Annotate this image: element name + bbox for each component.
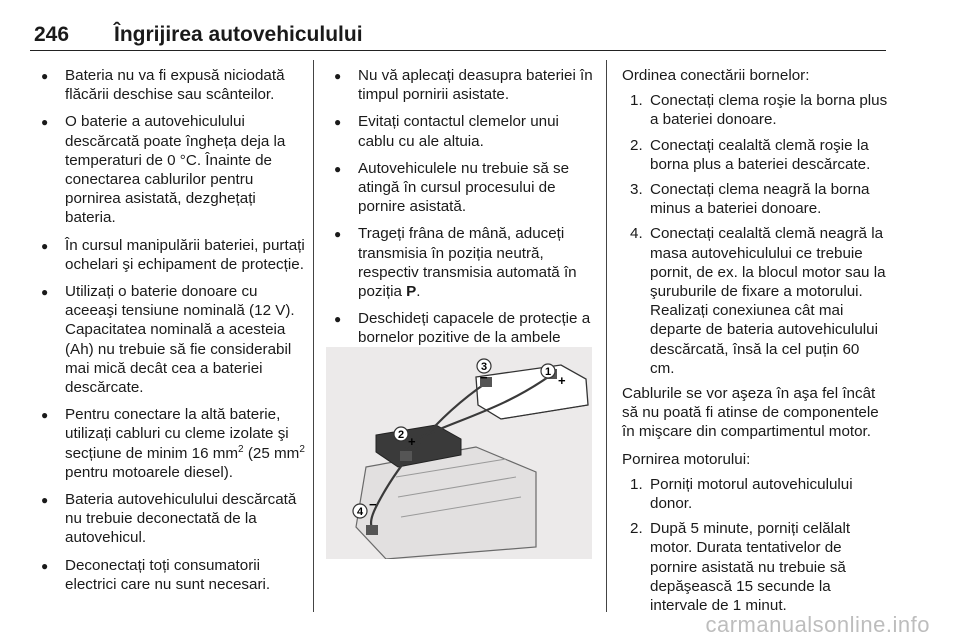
svg-text:+: + xyxy=(558,373,566,388)
list-item: ● O baterie a autovehiculului descărcată poate îngheța deja la temperaturi de 0 °C. Înainte de conectarea cablurilor pentru pornirea asistată, dezghețați bateria. xyxy=(37,112,305,227)
list-item: ● Evitați contactul clemelor unui cablu cu ale altuia. xyxy=(330,112,596,150)
connection-steps xyxy=(622,91,888,378)
engine-start-steps xyxy=(622,475,888,615)
list-item: 1. Conectați clema roşie la borna plus a bateriei donoare. xyxy=(630,92,888,129)
list-item: 2. Conectați cealaltă clemă roşie la borna plus a bateriei descărcate. xyxy=(630,136,871,173)
list-item: ● Nu vă aplecați deasupra bateriei în timpul pornirii asistate. xyxy=(330,66,596,104)
connection-order-intro: Ordinea conectării bornelor: xyxy=(622,67,810,84)
list-item: ● Deconectați toți consumatorii electrici care nu sunt necesari. xyxy=(37,556,305,594)
svg-text:1: 1 xyxy=(544,366,552,378)
clamp-2 xyxy=(400,451,412,461)
column-1 xyxy=(37,66,305,602)
header-rule xyxy=(30,50,886,51)
engine-start-intro: Pornirea motorului: xyxy=(622,450,751,468)
list-item: ● Bateria autovehiculului descărcată nu trebuie deconectată de la autovehicul. xyxy=(37,490,305,548)
list-item: ● Deschideți capacele de protecție a bornelor pozitive de la ambele xyxy=(330,309,596,367)
list-item: 4. Conectați cealaltă clemă neagră la masa autovehiculului ce trebuie pornit, de ex. la blocul motor sau la şuruburile de fixare a motorului. Realizați conexiunea cât mai departe de bateria autovehiculului descărcată, însă la cel puțin 60 cm. xyxy=(630,225,886,377)
list-item: 3. Conectați clema neagră la borna minus a bateriei donoare. xyxy=(630,181,870,218)
page-number: 246 xyxy=(34,23,70,46)
watermark: carmanualsonline.info xyxy=(705,612,930,637)
column-3 xyxy=(622,66,888,621)
svg-text:−: − xyxy=(480,370,488,385)
list-item: 2. După 5 minute, porniți celălalt motor. Durata tentativelor de pornire asistată nu trebuie să depăşească 15 secunde la intervale de 1 minut. xyxy=(630,520,851,615)
engine-block xyxy=(356,447,536,559)
svg-text:2: 2 xyxy=(397,429,405,441)
column-divider-2 xyxy=(606,60,607,612)
list-item: ● Trageți frâna de mână, aduceți transmisia în poziția neutră, respectiv transmisia automată în poziția P. xyxy=(330,224,596,301)
cable-routing-paragraph: Cablurile se vor aşeza în aşa fel încât să nu poată fi atinse de componentele în mişcare din compartimentul motor. xyxy=(622,385,879,441)
list-item: ● Pentru conectare la altă baterie, utilizați cabluri cu cleme izolate şi secțiune de minim 16 $mm^2$ (25 $mm^2$ pentru motoarele diesel). xyxy=(37,405,305,482)
svg-text:4: 4 xyxy=(356,506,364,518)
svg-text:−: − xyxy=(369,497,377,512)
page-title: Îngrijirea autovehiculului xyxy=(114,23,363,46)
column-divider-1 xyxy=(313,60,314,612)
svg-text:+: + xyxy=(408,434,416,449)
list-item: ● În cursul manipulării bateriei, purtați ochelari şi echipament de protecție. xyxy=(37,236,305,274)
precautions-list xyxy=(37,66,305,594)
list-item: ● Bateria nu va fi expusă niciodată flăcării deschise sau scânteilor. xyxy=(37,66,305,104)
list-item: ● Autovehiculele nu trebuie să se atingă în cursul procesului de pornire asistată. xyxy=(330,159,596,217)
list-item: ● Utilizați o baterie donoare cu aceeaşi tensiune nominală (12 V). Capacitatea nominală a acesteia (Ah) nu trebuie să fie considerabil mai mică decât cea a bateriei descărcate. xyxy=(37,282,305,397)
clamp-4 xyxy=(366,525,378,535)
column-2 xyxy=(330,66,596,375)
jump-start-illustration xyxy=(326,347,592,559)
engine-bay-drawing xyxy=(326,347,592,559)
list-item: 1. Porniți motorul autovehiculului donor. xyxy=(630,475,853,513)
safety-list xyxy=(330,66,596,367)
svg-text:3: 3 xyxy=(480,361,488,373)
